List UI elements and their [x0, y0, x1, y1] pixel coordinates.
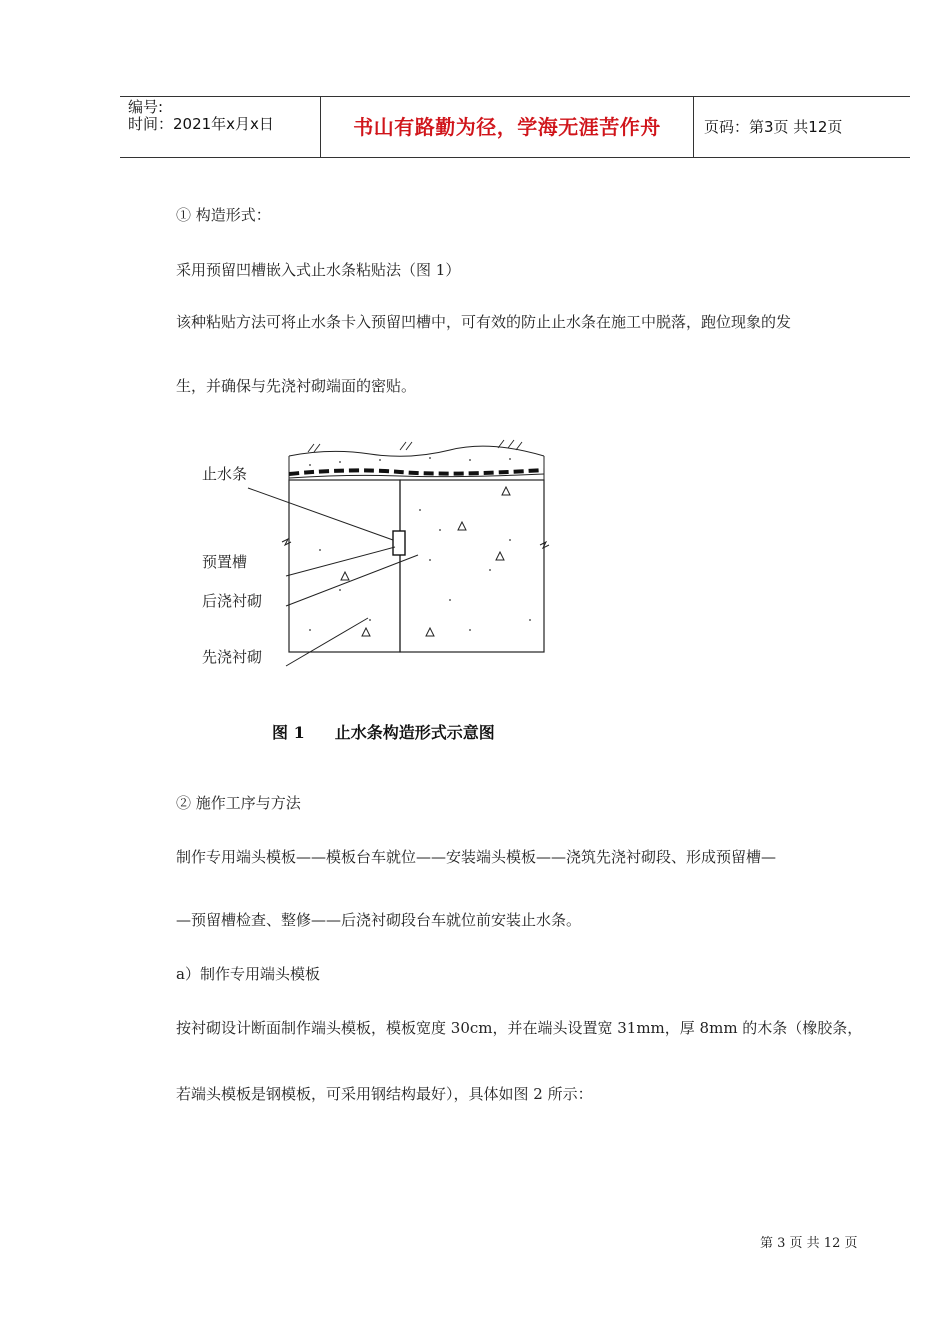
paragraph-procedure-1: 制作专用端头模板——模板台车就位——安装端头模板——浇筑先浇衬砌段、形成预留槽—	[176, 848, 777, 866]
label-later-lining: 后浇衬砌	[202, 592, 263, 610]
label-waterstop: 止水条	[202, 465, 248, 483]
paragraph-description-1: 该种粘贴方法可将止水条卡入预留凹槽中，可有效的防止止水条在施工中脱落，跑位现象的发	[176, 313, 792, 331]
paragraph-step-a: a）制作专用端头模板	[176, 965, 320, 983]
header-motto: 书山有路勤为径，学海无涯苦作舟	[353, 115, 661, 139]
caption-text: 止水条构造形式示意图	[334, 723, 495, 742]
label-groove: 预置槽	[202, 553, 248, 571]
figure-caption	[272, 720, 495, 743]
label-first-lining: 先浇衬砌	[202, 648, 263, 666]
paragraph-method: 采用预留凹槽嵌入式止水条粘贴法（图 1）	[176, 261, 461, 279]
time-label: 时间：2021年x月x日	[128, 115, 274, 133]
serial-label: 编号:	[128, 98, 164, 116]
paragraph-template-2: 若端头模板是钢模板，可采用钢结构最好），具体如图 2 所示：	[176, 1085, 593, 1103]
paragraph-procedure-2: —预留槽检查、整修——后浇衬砌段台车就位前安装止水条。	[176, 911, 582, 929]
figure-waterstop-diagram	[190, 430, 580, 680]
paragraph-template-1: 按衬砌设计断面制作端头模板，模板宽度 30cm，并在端头设置宽 31mm，厚 8mm 的木条（橡胶条，	[176, 1019, 863, 1037]
paragraph-procedure-heading: ② 施作工序与方法	[176, 794, 301, 812]
paragraph-construction-form: ① 构造形式：	[176, 206, 271, 224]
page-footer: 第 3 页 共 12 页	[760, 1236, 858, 1251]
header-divider	[693, 97, 694, 157]
header-meta	[128, 99, 318, 155]
page-header	[120, 96, 910, 158]
waterstop-drawing	[190, 430, 580, 680]
paragraph-description-2: 生，并确保与先浇衬砌端面的密贴。	[176, 377, 417, 395]
header-page-info: 页码：第3页 共12页	[704, 118, 843, 136]
caption-number: 图 1	[272, 723, 305, 742]
